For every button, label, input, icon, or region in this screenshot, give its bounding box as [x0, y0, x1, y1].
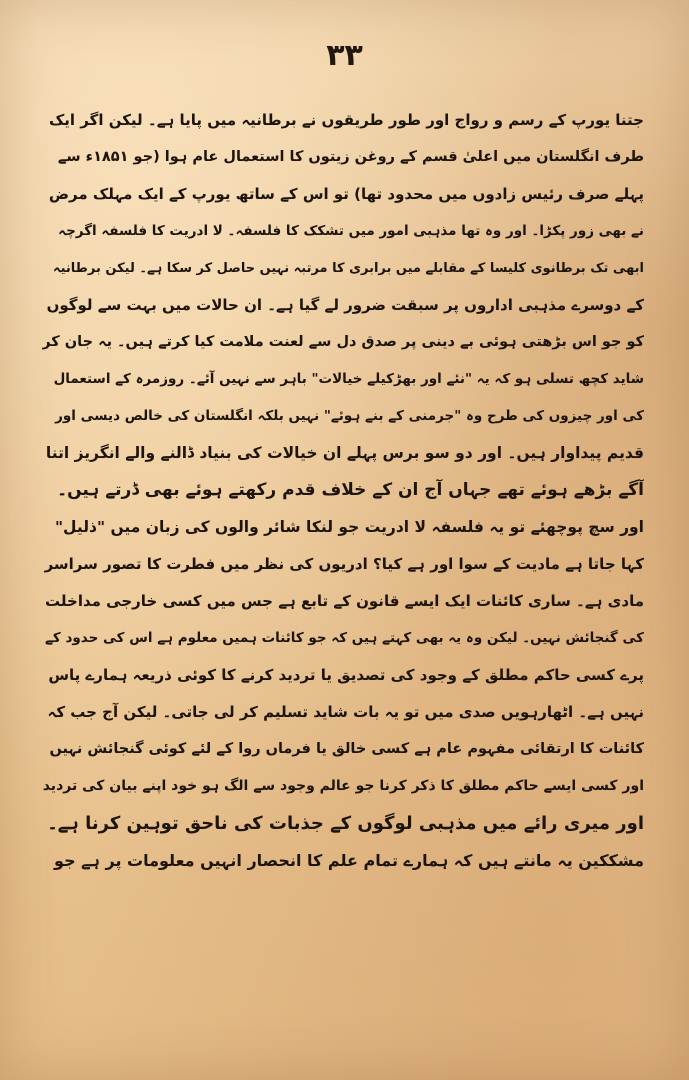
- text-line: ابھی تک برطانوی کلیسا کے مقابلے میں برابری کا مرتبہ نہیں حاصل کر سکا ہے۔ لیکن برطانیہ: [52, 261, 644, 276]
- text-line: اور سچ پوچھئے تو یہ فلسفہ لا ادریت جو لنکا شائر والوں کی زبان میں "ذلیل": [54, 518, 644, 536]
- text-line: پہلے صرف رئیس زادوں میں محدود تھا) تو اس کے ساتھ یورپ کے ایک مہلک مرض: [48, 185, 644, 203]
- page-text-body: [42, 102, 644, 879]
- text-line: پرے کسی حاکم مطلق کے وجود کی تصدیق یا تردید کرنے کا کوئی ذریعہ ہمارے پاس: [48, 666, 644, 684]
- text-line: طرف انگلستان میں اعلیٰ قسم کے روغن زیتوں کا استعمال عام ہوا (جو ۱۸۵۱ء سے: [57, 149, 644, 165]
- text-line: نہیں ہے۔ اٹھارہویں صدی میں تو یہ بات شاید تسلیم کر لی جاتی۔ لیکن آج جب کہ: [47, 703, 644, 721]
- text-line: نے بھی زور پکڑا۔ اور وہ تھا مذہبی امور میں تشکک کا فلسفہ۔ لا ادریت کا فلسفہ اگرچہ: [58, 223, 644, 239]
- text-line: قدیم پیداوار ہیں۔ اور دو سو برس پہلے ان خیالات کی بنیاد ڈالنے والے انگریز اتنا: [45, 444, 644, 462]
- text-line: جتنا یورپ کے رسم و رواج اور طور طریقوں نے برطانیہ میں پایا ہے۔ لیکن اگر ایک: [48, 111, 644, 129]
- text-line: اور کسی ایسے حاکم مطلق کا ذکر کرنا جو عالم وجود سے الگ ہو خود اپنے بیان کی تردید: [42, 778, 644, 794]
- text-line: مشککین یہ مانتے ہیں کہ ہمارے تمام علم کا انحصار انہیں معلومات پر ہے جو: [54, 851, 644, 870]
- text-line: کہا جاتا ہے مادیت کے سوا اور ہے کیا؟ ادریوں کی نظر میں فطرت کا تصور سراسر: [44, 555, 644, 573]
- text-line: کو جو اس بڑھتی ہوئی بے دینی پر صدق دل سے لعنت ملامت کیا کرتے ہیں۔ یہ جان کر: [42, 334, 644, 350]
- text-line: آگے بڑھے ہوئے تھے جہاں آج ان کے خلاف قدم رکھتے ہوئے بھی ڈرتے ہیں۔: [57, 480, 644, 500]
- text-line: کائنات کا ارتقائی مفہوم عام ہے کسی خالق یا فرماں روا کے لئے کوئی گنجائش نہیں: [49, 741, 644, 757]
- text-line: مادی ہے۔ ساری کائنات ایک ایسے قانون کے تابع ہے جس میں کسی خارجی مداخلت: [45, 592, 644, 610]
- text-line: شاید کچھ تسلی ہو کہ یہ "نئے اور بھڑکیلے خیالات" باہر سے نہیں آئے۔ روزمرہ کے استعمال: [53, 371, 644, 387]
- text-line: کی گنجائش نہیں۔ لیکن وہ یہ بھی کہتے ہیں کہ جو کائنات ہمیں معلوم ہے اس کی حدود کے: [45, 630, 644, 646]
- text-line: کے دوسرے مذہبی اداروں پر سبقت ضرور لے گیا ہے۔ ان حالات میں بہت سے لوگوں: [46, 296, 644, 314]
- page-number: ۳۳: [326, 38, 363, 73]
- text-line: کی اور چیزوں کی طرح وہ "جرمنی کے بنے ہوئے" نہیں بلکہ انگلستان کی خالص دیسی اور: [55, 408, 644, 424]
- text-line: اور میری رائے میں مذہبی لوگوں کے جذبات کی ناحق توہین کرنا ہے۔: [47, 813, 644, 834]
